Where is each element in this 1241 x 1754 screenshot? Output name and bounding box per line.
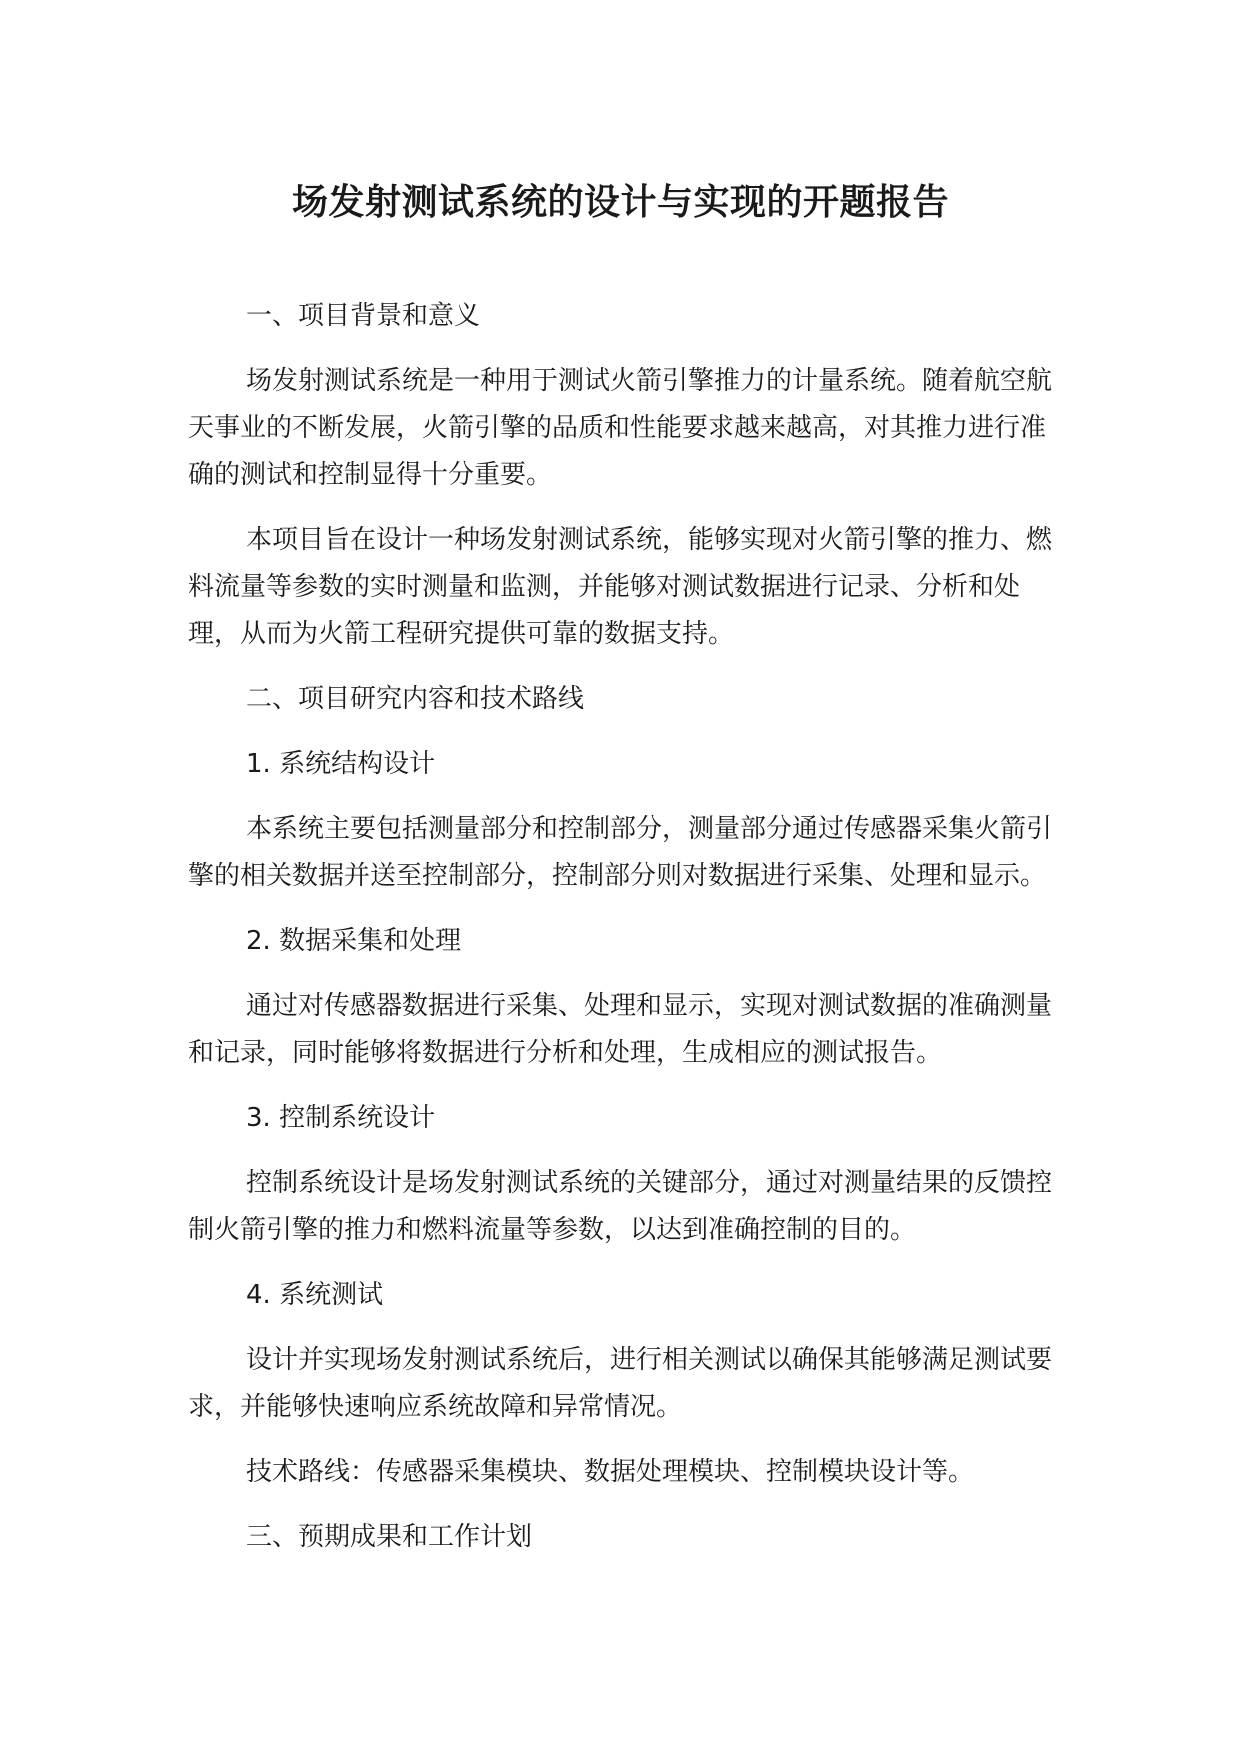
subheading-system-structure: 1. 系统结构设计 xyxy=(246,749,436,779)
document-body xyxy=(188,293,1068,1579)
subheading-system-test: 4. 系统测试 xyxy=(246,1280,384,1310)
section-heading-expected-results: 三、预期成果和工作计划 xyxy=(246,1522,533,1552)
paragraph-control-system: 控制系统设计是场发射测试系统的关键部分，通过对测量结果的反馈控制火箭引擎的推力和燃料流量等参数，以达到准确控制的目的。 xyxy=(188,1168,1053,1245)
paragraph-system-structure: 本系统主要包括测量部分和控制部分，测量部分通过传感器采集火箭引擎的相关数据并送至控制部分，控制部分则对数据进行采集、处理和显示。 xyxy=(188,814,1053,891)
paragraph-background-2: 本项目旨在设计一种场发射测试系统，能够实现对火箭引擎的推力、燃料流量等参数的实时测量和监测，并能够对测试数据进行记录、分析和处理，从而为火箭工程研究提供可靠的数据支持。 xyxy=(188,525,1053,649)
paragraph-background-1: 场发射测试系统是一种用于测试火箭引擎推力的计量系统。随着航空航天事业的不断发展，火箭引擎的品质和性能要求越来越高，对其推力进行准确的测试和控制显得十分重要。 xyxy=(188,366,1053,490)
subheading-data-acquisition: 2. 数据采集和处理 xyxy=(246,926,462,956)
document-title: 场发射测试系统的设计与实现的开题报告 xyxy=(291,182,949,223)
section-heading-research: 二、项目研究内容和技术路线 xyxy=(246,684,585,714)
subheading-control-system: 3. 控制系统设计 xyxy=(246,1103,436,1133)
paragraph-technical-route: 技术路线：传感器采集模块、数据处理模块、控制模块设计等。 xyxy=(246,1457,975,1487)
section-heading-background: 一、项目背景和意义 xyxy=(246,301,481,331)
paragraph-system-test: 设计并实现场发射测试系统后，进行相关测试以确保其能够满足测试要求，并能够快速响应系统故障和异常情况。 xyxy=(188,1345,1053,1422)
paragraph-data-acquisition: 通过对传感器数据进行采集、处理和显示，实现对测试数据的准确测量和记录，同时能够将数据进行分析和处理，生成相应的测试报告。 xyxy=(188,991,1053,1068)
